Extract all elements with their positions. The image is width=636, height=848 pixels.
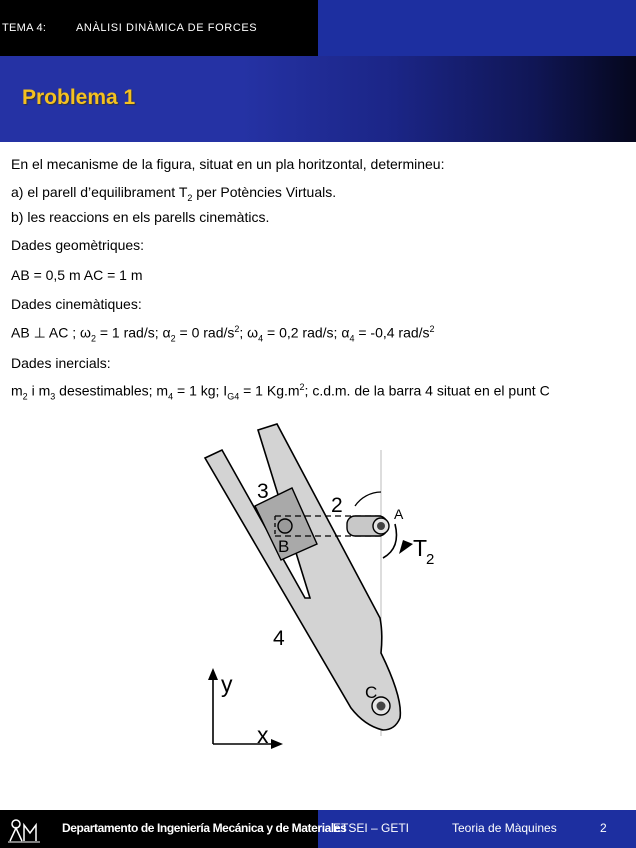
statement-intro: En el mecanisme de la figura, situat en un pla horitzontal, determineu: — [11, 156, 445, 172]
kin-a2-val: = 0 rad/s — [175, 324, 235, 341]
kin-a4-sub: 4 — [349, 333, 355, 344]
inert-ig-sub: G4 — [227, 391, 240, 402]
label-x: x — [257, 722, 269, 748]
top-header-right — [318, 0, 636, 56]
inert-i: i m — [27, 382, 51, 399]
department-logo-icon — [6, 815, 42, 843]
school-name: ETSEI – GETI — [333, 821, 410, 835]
inertial-data-values — [11, 382, 550, 401]
title-banner — [0, 56, 636, 142]
kin-a4-sup: 2 — [429, 324, 435, 334]
chapter-number: TEMA 4: — [2, 22, 47, 34]
kin-w4-sub: 4 — [258, 333, 264, 344]
page-number: 2 — [600, 821, 607, 835]
geometric-data-heading: Dades geomètriques: — [11, 237, 145, 253]
kinematic-data-heading: Dades cinemàtiques: — [11, 296, 142, 312]
kin-a2-sub: 2 — [170, 333, 176, 344]
inert-m4-val: = 1 kg; I — [173, 382, 228, 399]
kin-w4-pre: ; ω — [239, 324, 259, 341]
inertial-data-heading: Dades inercials: — [11, 355, 111, 371]
mechanism-diagram — [195, 418, 435, 758]
inert-ig-val: = 1 Kg.m — [239, 382, 300, 399]
label-b: B — [278, 537, 290, 556]
angle-arc — [355, 492, 381, 506]
kin-a2-sup: 2 — [234, 324, 240, 334]
inert-ig-sup: 2 — [299, 382, 305, 392]
label-3: 3 — [257, 480, 269, 503]
joint-c-pin — [377, 702, 386, 711]
part-a-sub: 2 — [187, 192, 193, 203]
kin-w2-val: = 1 rad/s; α — [95, 324, 171, 341]
label-t: T — [413, 535, 428, 561]
torque-arrowhead — [399, 540, 413, 554]
label-2: 2 — [331, 494, 343, 517]
footer-bar — [0, 810, 636, 848]
chapter-title: ANÀLISI DINÀMICA DE FORCES — [76, 22, 258, 34]
y-axis-arrowhead — [208, 668, 218, 680]
geometric-data-values: AB = 0,5 m AC = 1 m — [11, 267, 143, 283]
label-y: y — [221, 671, 233, 697]
joint-a-pin — [377, 522, 385, 530]
top-header-bar — [0, 0, 636, 56]
label-4: 4 — [273, 627, 285, 650]
department-name: Departamento de Ingeniería Mecánica y de Materiales — [62, 821, 347, 835]
label-t-sub: 2 — [426, 551, 435, 568]
x-axis-arrowhead — [271, 739, 283, 749]
part-a-suffix: per Potències Virtuals. — [192, 184, 337, 200]
inert-m4-sub: 4 — [168, 391, 174, 402]
inert-des: desestimables; m — [55, 382, 169, 399]
page-title: Problema 1 — [22, 86, 136, 109]
kin-ab: AB ⊥ AC ; ω — [11, 324, 91, 341]
kinematic-data-values — [11, 324, 435, 343]
inert-m3-sub: 3 — [50, 391, 56, 402]
statement-part-b: b) les reaccions en els parells cinemàtics. — [11, 209, 270, 225]
kin-a4-val: = -0,4 rad/s — [354, 324, 430, 341]
inert-m: m — [11, 382, 23, 399]
mechanism-figure — [195, 418, 435, 758]
inert-rest: ; c.d.m. de la barra 4 situat en el punt C — [304, 382, 550, 399]
course-name: Teoria de Màquines — [452, 821, 557, 835]
part-a-prefix: a) el parell d’equilibrament T — [11, 184, 188, 200]
statement-part-a — [11, 184, 336, 203]
label-a: A — [394, 506, 404, 522]
kin-w4-val: = 0,2 rad/s; α — [263, 324, 350, 341]
label-c: C — [365, 683, 378, 702]
inert-m2-sub: 2 — [22, 391, 28, 402]
joint-b — [278, 519, 292, 533]
kin-w2-sub: 2 — [90, 333, 96, 344]
